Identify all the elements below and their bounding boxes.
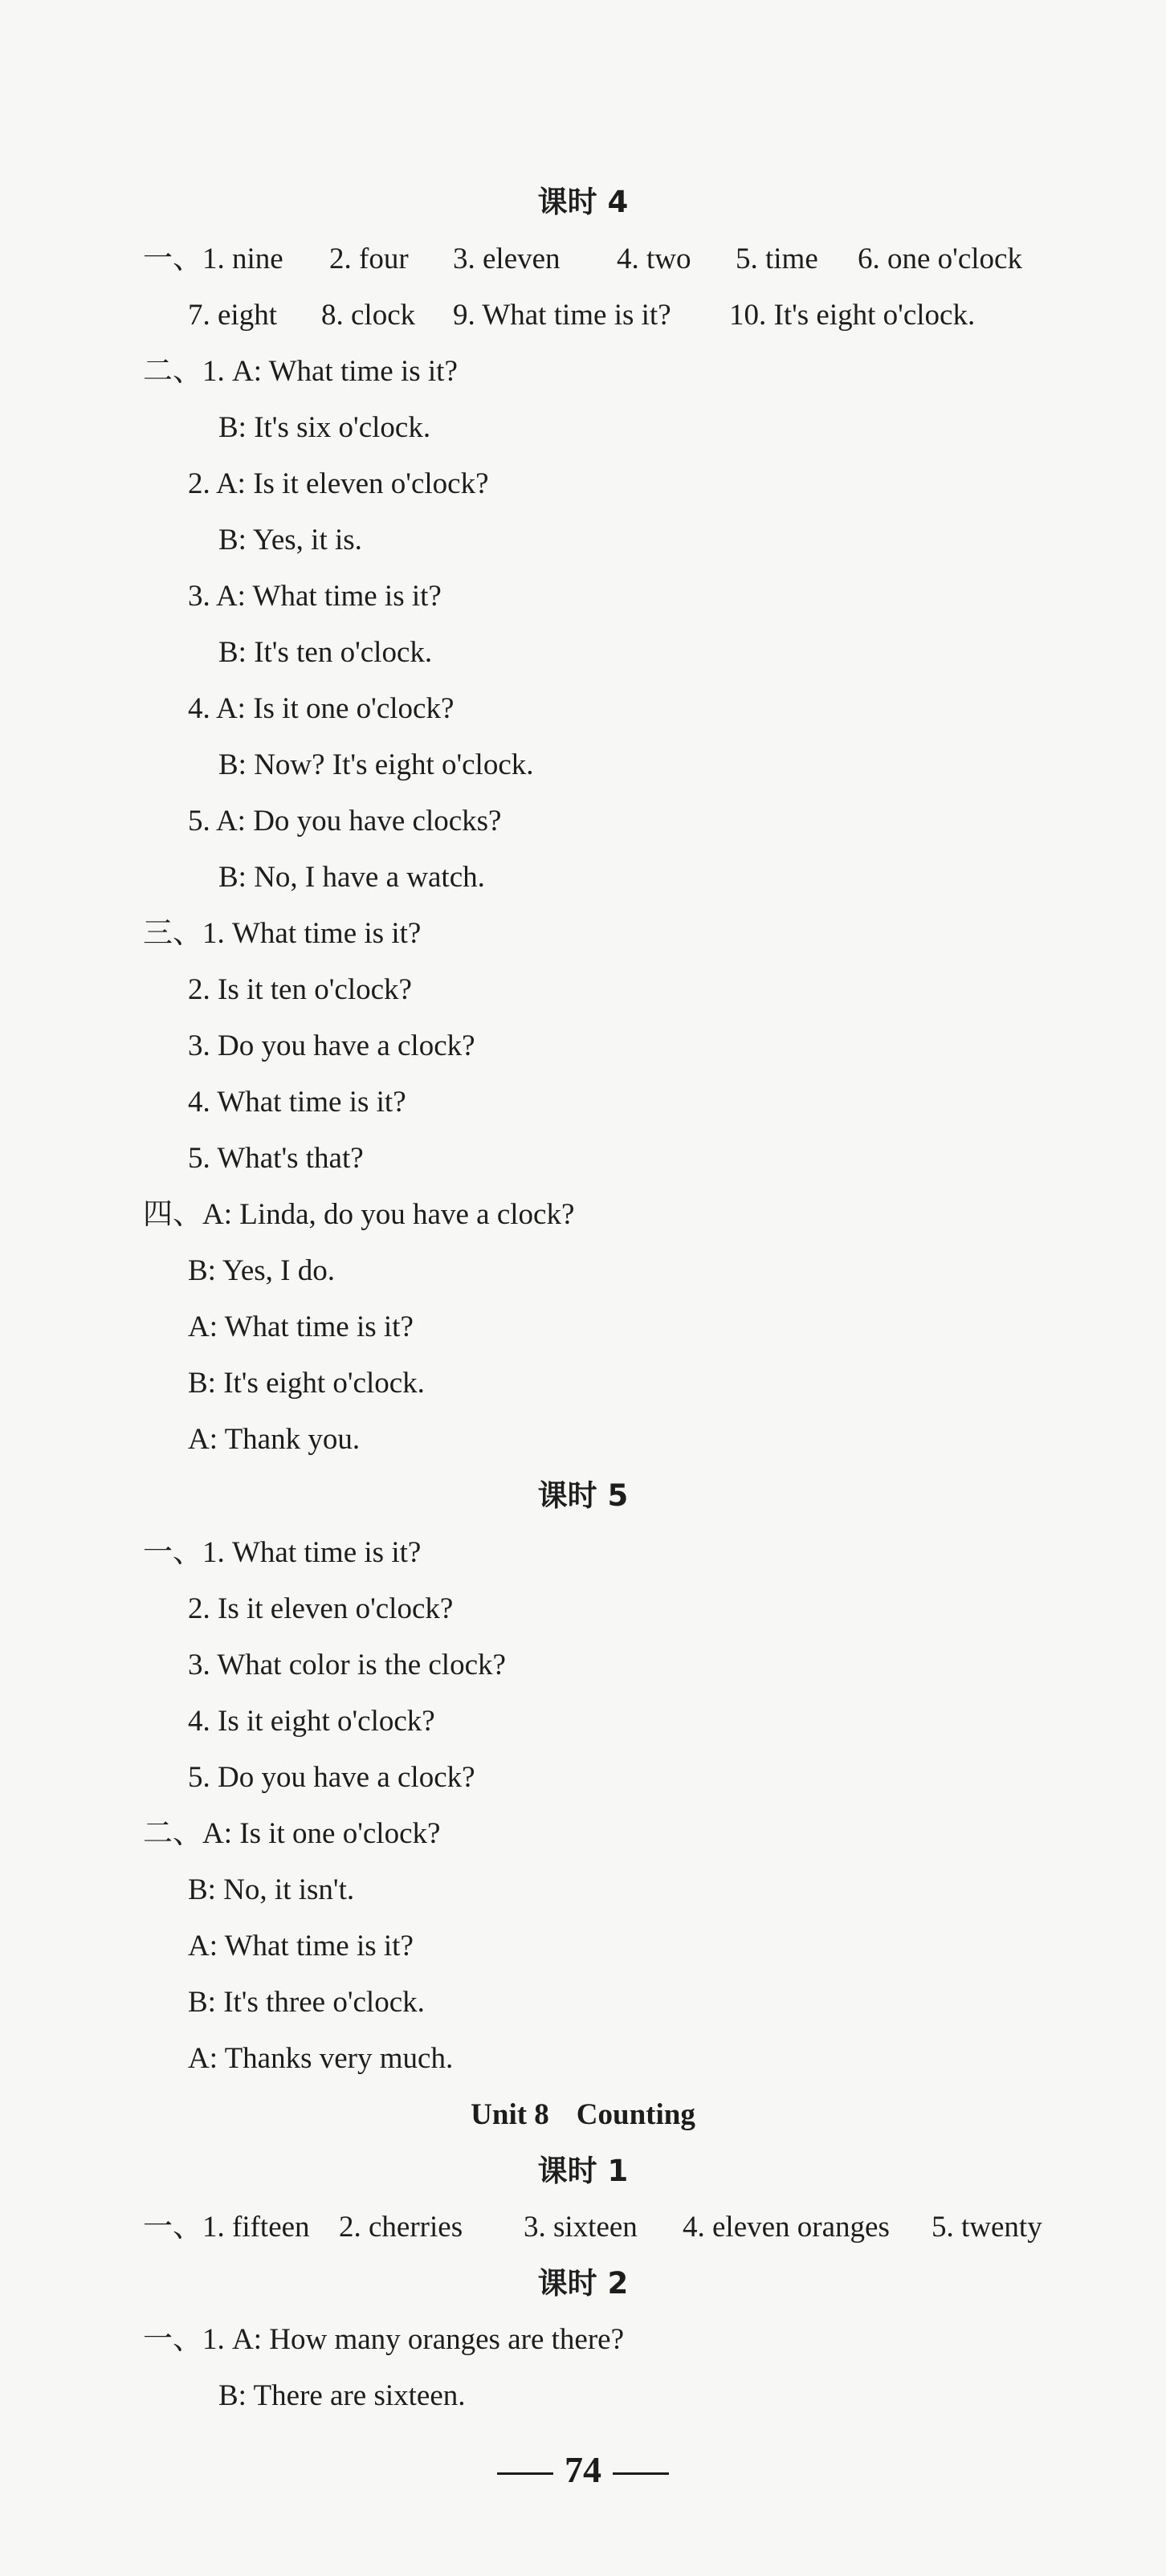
s4-q1-item-3: 3. eleven [453, 243, 561, 275]
s4-q3-line-4: 4. What time is it? [188, 1086, 406, 1119]
u8-l1-item-3: 3. sixteen [524, 2211, 638, 2244]
s4-q4-line-3: A: What time is it? [188, 1310, 414, 1343]
unit8-lesson-1-heading: 课时 1 [537, 2154, 629, 2188]
s4-q2-line-2: B: It's six o'clock. [218, 411, 431, 444]
s4-q1-row1 [143, 238, 1022, 280]
s4-q2-line-5: 3. A: What time is it? [188, 580, 442, 613]
unit-title: Counting [576, 2098, 695, 2131]
s5-q2-line-1: 二、A: Is it one o'clock? [143, 1817, 441, 1850]
s4-q3-line-1: 三、1. What time is it? [143, 917, 422, 950]
s5-q1-line-2: 2. Is it eleven o'clock? [188, 1592, 454, 1625]
s4-q1-item-10: 10. It's eight o'clock. [729, 299, 976, 332]
u8-l1-item-4: 4. eleven oranges [683, 2211, 890, 2244]
page-number: 74 [565, 2449, 601, 2490]
lesson-5-heading: 课时 5 [537, 1478, 629, 1513]
lesson-4-heading: 课时 4 [537, 185, 629, 219]
s4-q3-line-2: 2. Is it ten o'clock? [188, 973, 412, 1006]
s5-q1-line-1: 一、1. What time is it? [143, 1536, 422, 1569]
unit-number: Unit 8 [471, 2098, 549, 2131]
s5-q2-line-3: A: What time is it? [188, 1930, 414, 1963]
s4-q2-line-4: B: Yes, it is. [218, 524, 362, 556]
s4-q2-line-3: 2. A: Is it eleven o'clock? [188, 467, 489, 500]
s5-q2-line-5: A: Thanks very much. [188, 2042, 454, 2075]
s4-q1-item-1: 一、1. nine [143, 243, 283, 275]
u8-l1-row [143, 2207, 1042, 2248]
s5-q1-line-3: 3. What color is the clock? [188, 1649, 506, 1681]
u8-l1-item-1: 一、1. fifteen [143, 2211, 310, 2244]
page-footer [0, 2446, 1166, 2494]
s4-q4-line-4: B: It's eight o'clock. [188, 1367, 425, 1400]
s4-q1-item-8: 8. clock [321, 299, 416, 332]
s4-q1-item-2: 2. four [329, 243, 409, 275]
s4-q2-line-7: 4. A: Is it one o'clock? [188, 692, 455, 725]
u8-l1-item-5: 5. twenty [932, 2211, 1042, 2244]
unit8-lesson-2-heading: 课时 2 [537, 2266, 629, 2301]
s4-q2-line-10: B: No, I have a watch. [218, 861, 485, 894]
s4-q2-line-9: 5. A: Do you have clocks? [188, 805, 502, 838]
u8-l1-item-2: 2. cherries [339, 2211, 463, 2244]
s5-q1-line-5: 5. Do you have a clock? [188, 1761, 475, 1794]
s4-q2-line-1: 二、1. A: What time is it? [143, 355, 458, 388]
s4-q1-item-6: 6. one o'clock [858, 243, 1022, 275]
s4-q1-item-9: 9. What time is it? [453, 299, 671, 332]
u8-l2-line-2: B: There are sixteen. [218, 2379, 466, 2412]
s4-q4-line-5: A: Thank you. [188, 1423, 361, 1456]
s5-q2-line-2: B: No, it isn't. [188, 1873, 355, 1906]
s4-q3-line-5: 5. What's that? [188, 1142, 364, 1175]
s5-q1-line-4: 4. Is it eight o'clock? [188, 1705, 435, 1738]
s5-q2-line-4: B: It's three o'clock. [188, 1986, 425, 2019]
s4-q1-item-4: 4. two [617, 243, 691, 275]
unit-8-heading [0, 2094, 1166, 2136]
s4-q4-line-2: B: Yes, I do. [188, 1254, 335, 1287]
s4-q3-line-3: 3. Do you have a clock? [188, 1029, 475, 1062]
footer-dash-left [497, 2472, 553, 2475]
s4-q1-row2 [188, 295, 975, 336]
s4-q2-line-8: B: Now? It's eight o'clock. [218, 748, 534, 781]
u8-l2-line-1: 一、1. A: How many oranges are there? [143, 2323, 624, 2356]
footer-dash-right [613, 2472, 669, 2475]
s4-q1-item-5: 5. time [736, 243, 818, 275]
s4-q4-line-1: 四、A: Linda, do you have a clock? [143, 1198, 575, 1231]
s4-q1-item-7: 7. eight [188, 299, 277, 332]
s4-q2-line-6: B: It's ten o'clock. [218, 636, 433, 669]
